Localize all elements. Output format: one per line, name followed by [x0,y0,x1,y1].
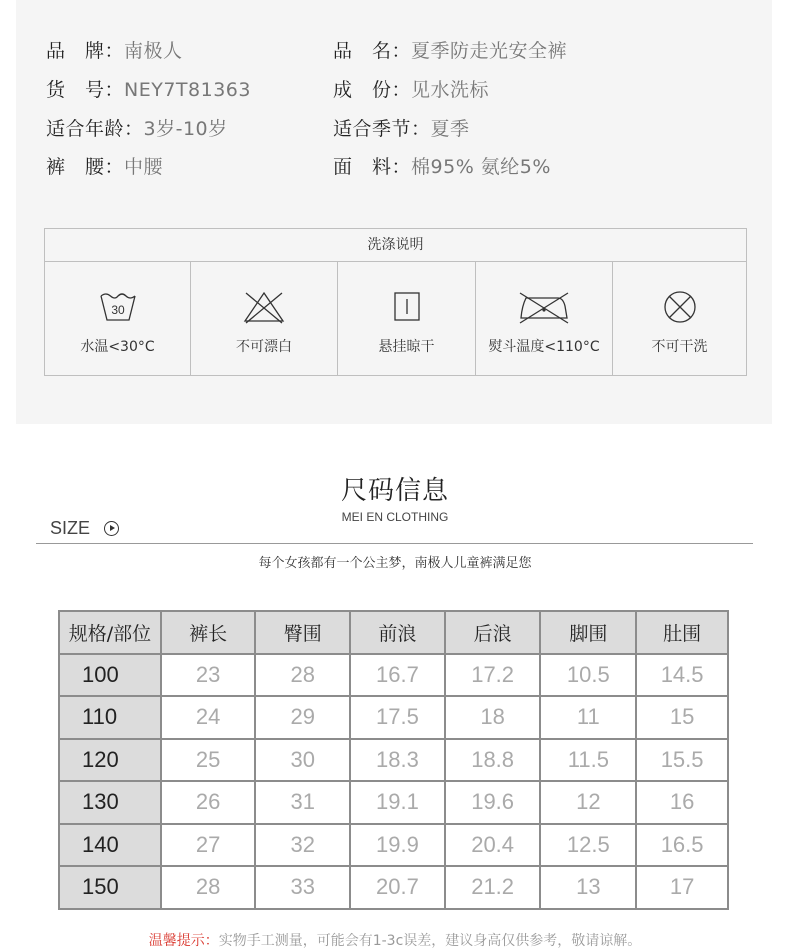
product-info-panel [16,0,772,424]
wash-instructions [44,228,747,376]
table-cell: 18.8 [445,739,541,782]
size-slogan: 每个女孩都有一个公主梦，南极人儿童裤满足您 [258,556,532,571]
info-key: 货 号： [46,79,125,101]
info-product-name [333,36,567,63]
table-header: 脚围 [540,611,636,654]
info-key: 品 牌： [46,40,125,62]
table-cell: 11 [540,696,636,739]
table-cell: 10.5 [540,654,636,697]
wash-title: 洗涤说明 [45,229,746,262]
table-cell: 23 [161,654,256,697]
size-section-title: 尺码信息 [340,476,449,506]
info-brand [46,36,183,63]
table-cell: 19.6 [445,781,541,824]
table-row [59,866,728,909]
table-cell-size: 130 [59,781,161,824]
info-value: 南极人 [124,40,183,62]
info-value: 夏季防走光安全裤 [411,40,568,62]
wash-temp-badge: 30 [110,303,125,317]
no-dry-clean-icon [660,290,700,324]
hang-dry-icon [392,290,422,324]
table-cell-size: 110 [59,696,161,739]
size-label: SIZE [50,518,91,538]
info-waist [46,152,163,179]
wash-label: 悬挂晾干 [378,339,435,355]
table-cell: 24 [161,696,256,739]
table-row [59,654,728,697]
size-section-subtitle: MEI EN CLOTHING [341,510,449,524]
table-cell: 13 [540,866,636,909]
info-key: 适合季节： [333,118,431,140]
info-value: 3岁-10岁 [143,118,228,140]
table-cell: 33 [255,866,350,909]
table-cell: 12 [540,781,636,824]
table-row [59,781,728,824]
table-row [59,696,728,739]
table-cell: 25 [161,739,256,782]
circle-arrow-icon [104,521,119,536]
table-cell-size: 100 [59,654,161,697]
table-cell: 18 [445,696,541,739]
wash-cell-no-dry-clean [613,262,746,375]
table-cell: 16.5 [636,824,728,867]
info-value: NEY7T81363 [124,79,251,101]
info-composition [333,75,489,102]
table-cell: 15.5 [636,739,728,782]
table-cell: 32 [255,824,350,867]
info-season [333,114,470,141]
table-header: 后浪 [445,611,541,654]
info-key: 适合年龄： [46,118,144,140]
table-cell: 28 [161,866,256,909]
info-item-number [46,75,251,102]
table-row [59,824,728,867]
table-cell: 15 [636,696,728,739]
table-cell: 17.5 [350,696,445,739]
tip-text: 实物手工测量，可能会有1-3c误差，建议身高仅供参考，敬请谅解。 [218,933,642,948]
wash-label: 水温<30°C [80,339,155,355]
measurement-tip [0,930,790,948]
table-cell: 28 [255,654,350,697]
table-cell: 17 [636,866,728,909]
table-header: 裤长 [161,611,256,654]
table-header: 肚围 [636,611,728,654]
table-cell: 20.4 [445,824,541,867]
wash-cell-water-temp [45,262,191,375]
info-value: 中腰 [124,156,164,178]
tip-label: 温馨提示： [148,933,219,948]
info-key: 面 料： [333,156,412,178]
table-cell: 19.1 [350,781,445,824]
info-age [46,114,228,141]
wash-label: 熨斗温度<110°C [488,339,600,355]
info-value: 见水洗标 [411,79,490,101]
divider [36,543,753,544]
table-cell: 30 [255,739,350,782]
table-cell: 26 [161,781,256,824]
table-header: 规格/部位 [59,611,161,654]
table-cell: 12.5 [540,824,636,867]
wash-cell-iron [476,262,613,375]
table-cell-size: 150 [59,866,161,909]
table-cell: 16.7 [350,654,445,697]
table-cell-size: 120 [59,739,161,782]
wash-label: 不可漂白 [236,339,292,355]
table-cell: 11.5 [540,739,636,782]
table-cell: 27 [161,824,256,867]
table-cell: 21.2 [445,866,541,909]
table-cell: 18.3 [350,739,445,782]
table-cell: 14.5 [636,654,728,697]
table-header-row [59,611,728,654]
table-cell: 29 [255,696,350,739]
info-key: 裤 腰： [46,156,125,178]
table-cell: 17.2 [445,654,541,697]
table-header: 臀围 [255,611,350,654]
table-cell-size: 140 [59,824,161,867]
table-cell: 20.7 [350,866,445,909]
iron-temp-icon [516,290,572,324]
info-key: 成 份： [333,79,412,101]
wash-label: 不可干洗 [651,339,708,355]
info-fabric [333,152,551,179]
wash-cell-no-bleach [191,262,338,375]
size-table [58,610,729,910]
table-cell: 19.9 [350,824,445,867]
wash-cell-hang-dry [338,262,476,375]
table-cell: 31 [255,781,350,824]
wash-30-icon [98,290,138,324]
info-value: 棉95% 氨纶5% [411,156,551,178]
table-header: 前浪 [350,611,445,654]
table-cell: 16 [636,781,728,824]
info-key: 品 名： [333,40,412,62]
info-value: 夏季 [430,118,470,140]
no-bleach-icon [242,290,286,324]
wash-cells [45,262,746,375]
table-row [59,739,728,782]
